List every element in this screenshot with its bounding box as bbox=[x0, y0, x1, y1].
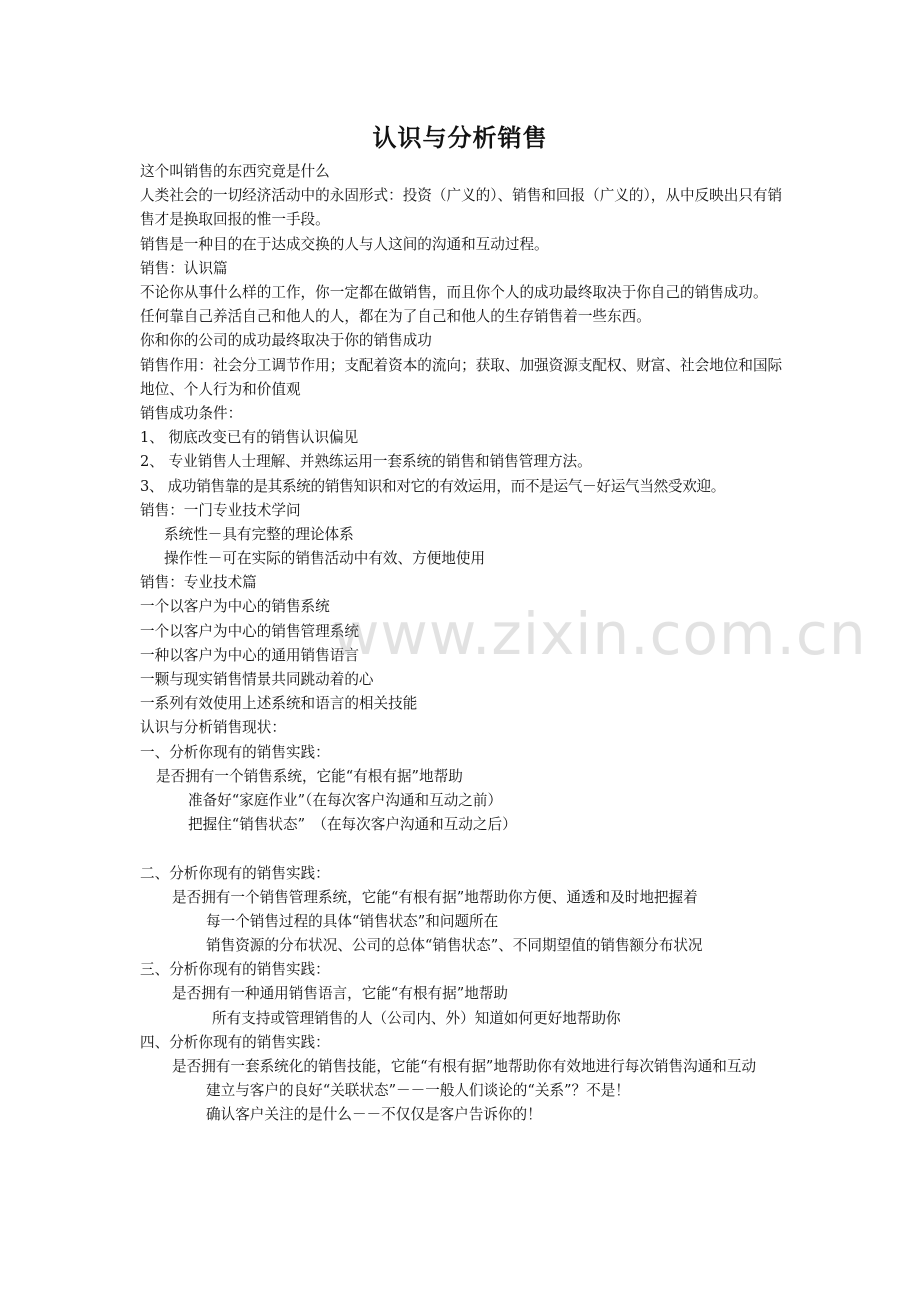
section-heading: 一、分析你现有的销售实践： bbox=[140, 743, 330, 761]
text-line: 销售：一门专业技术学问 bbox=[140, 501, 301, 519]
text-line: 销售作用：社会分工调节作用；支配着资本的流向；获取、加强资源支配权、财富、社会地位和国际地位、个人行为和价值观 bbox=[140, 356, 783, 398]
list-item: 3、 成功销售靠的是其系统的销售知识和对它的有效运用，而不是运气－好运气当然受欢迎。 bbox=[140, 477, 726, 495]
text-line: 操作性－可在实际的销售活动中有效、方便地使用 bbox=[164, 550, 486, 568]
section-heading: 三、分析你现有的销售实践： bbox=[140, 961, 330, 979]
text-line: 确认客户关注的是什么－－不仅仅是客户告诉你的！ bbox=[206, 1106, 542, 1124]
text-line: 是否拥有一套系统化的销售技能，它能“有根有据”地帮助你有效地进行每次销售沟通和互动 bbox=[172, 1058, 757, 1076]
blank-line bbox=[140, 837, 790, 861]
text-line: 系统性－具有完整的理论体系 bbox=[164, 525, 354, 543]
document-title: 认识与分析销售 bbox=[372, 124, 548, 152]
text-line: 一颗与现实销售情景共同跳动着的心 bbox=[140, 671, 374, 689]
text-line: 你和你的公司的成功最终取决于你的销售成功 bbox=[140, 332, 432, 350]
list-item: 1、 彻底改变已有的销售认识偏见 bbox=[140, 429, 359, 447]
text-line: 这个叫销售的东西究竟是什么 bbox=[140, 163, 330, 180]
text-line: 准备好“家庭作业”（在每次客户沟通和互动之前） bbox=[188, 791, 503, 809]
text-line: 任何靠自己养活自己和他人的人，都在为了自己和他人的生存销售着一些东西。 bbox=[140, 308, 651, 326]
text-line: 建立与客户的良好“关联状态”－－一般人们谈论的“关系”？不是！ bbox=[206, 1082, 630, 1100]
text-line: 销售成功条件： bbox=[140, 404, 243, 422]
text-line: 销售资源的分布状况、公司的总体“销售状态”、不同期望值的销售额分布状况 bbox=[206, 937, 703, 955]
text-line: 是否拥有一个销售系统，它能“有根有据”地帮助 bbox=[156, 767, 463, 785]
section-heading: 四、分析你现有的销售实践： bbox=[140, 1033, 330, 1051]
text-line: 一个以客户为中心的销售管理系统 bbox=[140, 622, 359, 640]
text-line: 是否拥有一个销售管理系统，它能“有根有据”地帮助你方便、通透和及时地把握着 bbox=[172, 888, 698, 906]
text-line: 是否拥有一种通用销售语言，它能“有根有据”地帮助 bbox=[172, 985, 508, 1003]
text-line: 所有支持或管理销售的人（公司内、外）知道如何更好地帮助你 bbox=[212, 1009, 621, 1027]
watermark: www.zixin.com.cn bbox=[332, 600, 867, 668]
text-line: 把握住“销售状态” （在每次客户沟通和互动之后） bbox=[188, 816, 517, 834]
section-heading: 二、分析你现有的销售实践： bbox=[140, 864, 330, 882]
text-line: 销售：认识篇 bbox=[140, 259, 228, 277]
text-line: 每一个销售过程的具体“销售状态”和问题所在 bbox=[206, 912, 499, 930]
list-item: 2、 专业销售人士理解、并熟练运用一套系统的销售和销售管理方法。 bbox=[140, 453, 592, 471]
text-line: 销售：专业技术篇 bbox=[140, 574, 257, 592]
text-line: 一种以客户为中心的通用销售语言 bbox=[140, 646, 359, 664]
text-line: 一个以客户为中心的销售系统 bbox=[140, 598, 330, 616]
text-line: 不论你从事什么样的工作，你一定都在做销售，而且你个人的成功最终取决于你自己的销售成功。 bbox=[140, 283, 768, 301]
document-body bbox=[140, 160, 790, 1128]
text-line: 一系列有效使用上述系统和语言的相关技能 bbox=[140, 695, 418, 713]
text-line: 认识与分析销售现状： bbox=[140, 719, 286, 737]
text-line: 人类社会的一切经济活动中的永固形式：投资（广义的）、销售和回报（广义的），从中反映出只有销售才是换取回报的惟一手段。 bbox=[140, 187, 783, 229]
text-line: 销售是一种目的在于达成交换的人与人这间的沟通和互动过程。 bbox=[140, 235, 549, 253]
